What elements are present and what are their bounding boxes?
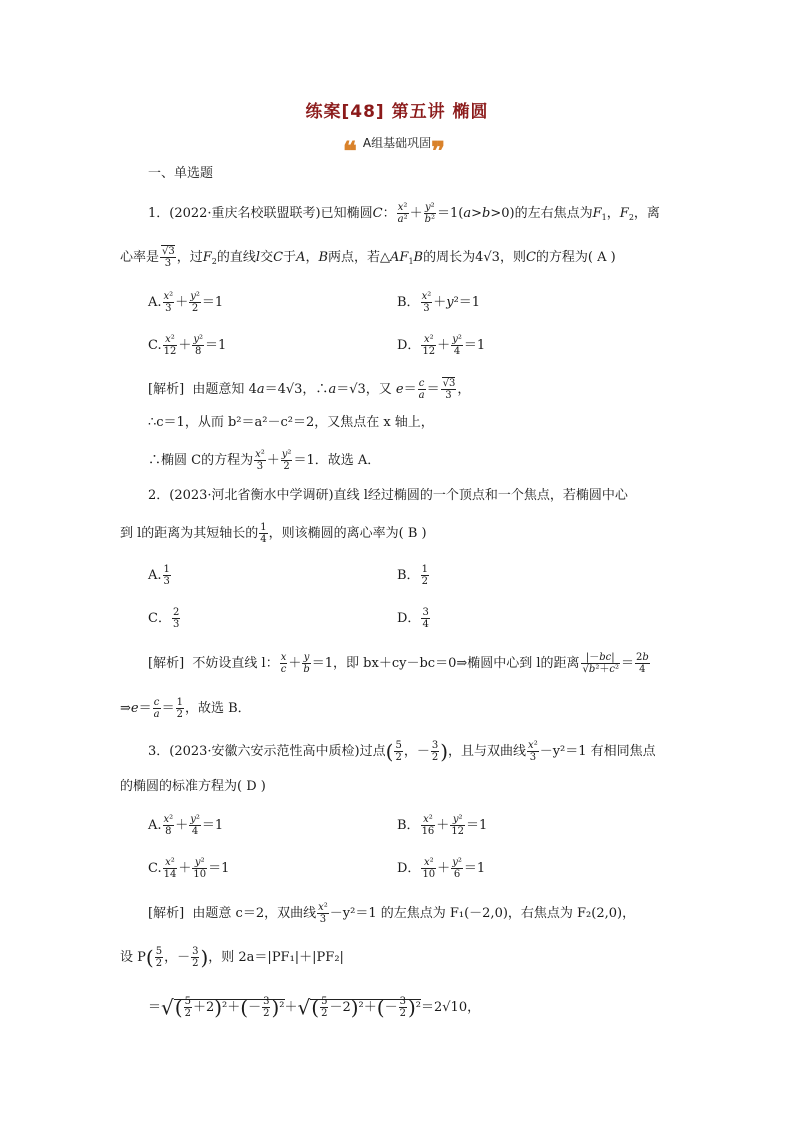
q1-analysis-3: ∴椭圆 C的方程为 $\frac{\text{x²}}{3}$ ＋ $\frac{\text{y²}}{2}$ ＝1．故选 A． (148, 449, 381, 472)
q2-line2: 到 l的距离为其短轴长的 $\frac{1}{4}$ ，则该椭圆的离心率为( B ) (120, 522, 427, 545)
q3-analysis-2: 设 P( $\frac{5}{2}$ ，－ $\frac{3}{2}$ )，则 2a＝|PF₁|＋|PF₂| (120, 945, 344, 970)
q3-analysis-3: ＝√( $\frac{5}{2}$ ＋2)²＋(－ $\frac{3}{2}$ )²＋√( $\frac{5}{2}$ －2)²＋(－ $\frac{3}{2}$ )²＝2√10， (148, 995, 481, 1020)
q1-analysis-1: [解析] 由题意知 4a＝4√3，∴a＝√3，又 e＝ $\frac{c}{a}$ ＝ $\frac{√3}{3}$ ， (148, 378, 471, 401)
q2-analysis-1: [解析] 不妨设直线 l： $\frac{x}{c}$ ＋ $\frac{y}{b}$ ＝1，即 bx＋cy－bc＝0⇒椭圆中心到 l的距离 $\frac{|-bc|}{\text{√b²＋c²}}$ ＝ $\frac{2b}{4}$ (148, 652, 649, 675)
q1-line2: 心率是 $\frac{√3}{3}$ ，过$F_2$的直线l交C于A，B两点，若$\triangle AF_1B$的周长为4√3，则C的方程为( A ) (120, 246, 616, 269)
q3-option-c: C. $\frac{\text{x²}}{14}$ ＋ $\frac{\text{y²}}{10}$ ＝1 (148, 857, 230, 880)
q3-line2: 的椭圆的标准方程为( D ) (120, 779, 266, 794)
section-heading: 一、单选题 (148, 166, 214, 181)
q2-option-d: D． $\frac{3}{4}$ (397, 607, 429, 630)
q3-option-b: B． $\frac{\text{x²}}{16}$ ＋ $\frac{\text{y²}}{12}$ ＝1 (397, 814, 488, 837)
q3-option-a: A. $\frac{\text{x²}}{8}$ ＋ $\frac{\text{y²}}{4}$ ＝1 (148, 814, 224, 837)
q2-analysis-2: ⇒e＝ $\frac{c}{a}$ ＝ $\frac{1}{2}$ ，故选 B． (120, 697, 251, 720)
q1-option-a: A. $\frac{\text{x²}}{3}$ ＋ $\frac{\text{y²}}{2}$ ＝1 (148, 291, 224, 314)
q3-option-d: D． $\frac{\text{x²}}{10}$ ＋ $\frac{\text{y²}}{6}$ ＝1 (397, 857, 486, 880)
group-banner: ❝ A组基础巩固 ❞ (342, 136, 446, 166)
q1-analysis-2: ∴c＝1，从而 b²＝a²－c²＝2，又焦点在 x 轴上， (148, 415, 434, 430)
q3-analysis-1: [解析] 由题意 c＝2，双曲线 $\frac{\text{x²}}{3}$ －y²＝1 的左焦点为 F₁(－2,0)，右焦点为 F₂(2,0)， (148, 902, 636, 925)
q1-option-c: C. $\frac{\text{x²}}{12}$ ＋ $\frac{\text{y²}}{8}$ ＝1 (148, 334, 227, 357)
q2-option-c: C． $\frac{2}{3}$ (148, 607, 180, 630)
q2-option-b: B． $\frac{1}{2}$ (397, 564, 428, 587)
q2-option-a: A. $\frac{1}{3}$ (148, 564, 170, 587)
page-title: 练案[48] 第五讲 椭圆 (305, 102, 489, 122)
q1-option-b: B． $\frac{\text{x²}}{3}$ ＋y²＝1 (397, 291, 481, 314)
group-label: A组基础巩固 (362, 136, 432, 150)
q1-line1: 1．(2022·重庆名校联盟联考)已知椭圆C： $\frac{\text{x²}}{\text{a²}}$ ＋ $\frac{\text{y²}}{\text{b²}}$ ＝1(a>b>0)的左右焦点为$F_1$，$F_2$，离 (148, 202, 660, 225)
q3-line1: 3．(2023·安徽六安示范性高中质检)过点( $\frac{5}{2}$ ，－ $\frac{3}{2}$ )，且与双曲线 $\frac{\text{x²}}{3}$ －y²＝1 有相同焦点 (148, 739, 656, 764)
q1-option-d: D． $\frac{\text{x²}}{12}$ ＋ $\frac{\text{y²}}{4}$ ＝1 (397, 334, 486, 357)
q2-line1: 2．(2023·河北省衡水中学调研)直线 l经过椭圆的一个顶点和一个焦点，若椭圆中心 (148, 488, 628, 503)
